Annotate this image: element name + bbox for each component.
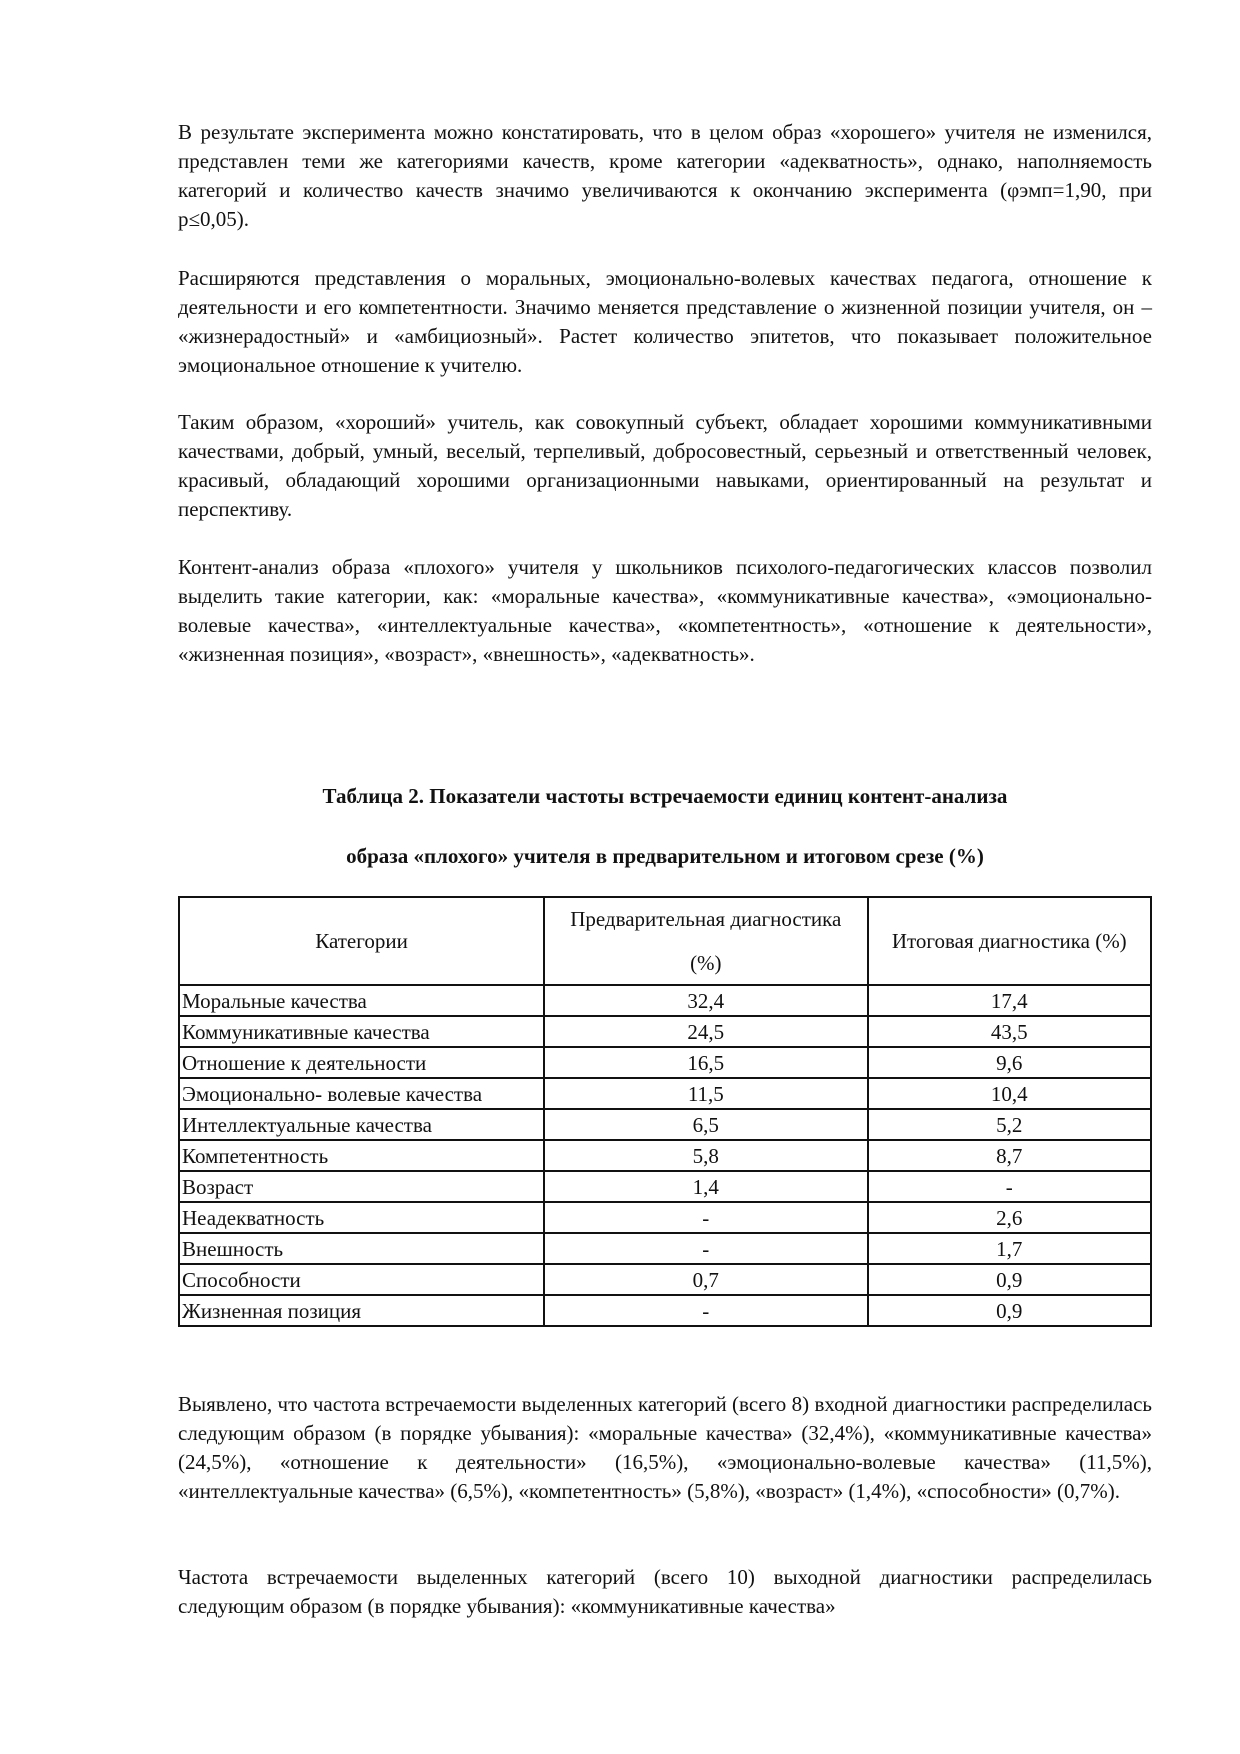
table-row bbox=[179, 1109, 1151, 1140]
row-pre-value: - bbox=[544, 1295, 867, 1326]
row-pre-value: 5,8 bbox=[544, 1140, 867, 1171]
table-row bbox=[179, 1016, 1151, 1047]
row-category: Внешность bbox=[179, 1233, 544, 1264]
table-row bbox=[179, 1078, 1151, 1109]
table-row bbox=[179, 1047, 1151, 1078]
paragraph-representations: Расширяются представления о моральных, эмоционально-волевых качествах педагога, отношение к деятельности и его компетентности. Значимо меняется представление о жизненной позиции учителя, он – «жизнерадостный» и «амбициозный». Растет количество эпитетов, что показывает положительное эмоциональное отношение к учителю. bbox=[178, 266, 1152, 377]
row-post-value: 10,4 bbox=[868, 1078, 1151, 1109]
row-post-value: - bbox=[868, 1171, 1151, 1202]
row-post-value: 5,2 bbox=[868, 1109, 1151, 1140]
row-category: Способности bbox=[179, 1264, 544, 1295]
row-pre-value: 32,4 bbox=[544, 985, 867, 1016]
row-pre-value: 0,7 bbox=[544, 1264, 867, 1295]
row-category: Жизненная позиция bbox=[179, 1295, 544, 1326]
table-row bbox=[179, 1264, 1151, 1295]
row-post-value: 8,7 bbox=[868, 1140, 1151, 1171]
row-pre-value: 16,5 bbox=[544, 1047, 867, 1078]
header-preliminary-line1: Предварительная диагностика bbox=[570, 907, 842, 931]
table-caption-line1: Таблица 2. Показатели частоты встречаемости единиц контент-анализа bbox=[322, 784, 1008, 808]
row-post-value: 43,5 bbox=[868, 1016, 1151, 1047]
row-pre-value: - bbox=[544, 1202, 867, 1233]
frequency-table bbox=[178, 896, 1152, 1327]
row-post-value: 9,6 bbox=[868, 1047, 1151, 1078]
table-row bbox=[179, 1140, 1151, 1171]
header-preliminary bbox=[544, 897, 867, 985]
row-post-value: 17,4 bbox=[868, 985, 1151, 1016]
table-row bbox=[179, 985, 1151, 1016]
table-row bbox=[179, 1295, 1151, 1326]
paragraph-experiment-result: В результате эксперимента можно констатировать, что в целом образ «хорошего» учителя не изменился, представлен теми же категориями качеств, кроме категории «адекватность», однако, наполняемость категорий и количество качеств значимо увеличиваются к окончанию эксперимента (φэмп=1,90, при p≤0,05). bbox=[178, 120, 1152, 231]
row-category: Коммуникативные качества bbox=[179, 1016, 544, 1047]
paragraph-output-diagnostics: Частота встречаемости выделенных категорий (всего 10) выходной диагностики распределилась следующим образом (в порядке убывания): «коммуникативные качества» bbox=[178, 1565, 1152, 1618]
table-header-row bbox=[179, 897, 1151, 985]
row-pre-value: 24,5 bbox=[544, 1016, 867, 1047]
row-pre-value: 11,5 bbox=[544, 1078, 867, 1109]
row-pre-value: - bbox=[544, 1233, 867, 1264]
row-category: Интеллектуальные качества bbox=[179, 1109, 544, 1140]
paragraph-good-teacher-summary: Таким образом, «хороший» учитель, как совокупный субъект, обладает хорошими коммуникативными качествами, добрый, умный, веселый, терпеливый, добросовестный, серьезный и ответственный человек, красивый, обладающий хорошими организационными навыками, ориентированный на результат и перспективу. bbox=[178, 410, 1152, 521]
row-post-value: 0,9 bbox=[868, 1264, 1151, 1295]
paragraph-input-diagnostics: Выявлено, что частота встречаемости выделенных категорий (всего 8) входной диагностики распределилась следующим образом (в порядке убывания): «моральные качества» (32,4%), «коммуникативные качества» (24,5%), «отношение к деятельности» (16,5%), «эмоционально-волевые качества» (11,5%), «интеллектуальные качества» (6,5%), «компетентность» (5,8%), «возраст» (1,4%), «способности» (0,7%). bbox=[178, 1392, 1152, 1503]
row-category: Неадекватность bbox=[179, 1202, 544, 1233]
paragraph-bad-teacher-analysis: Контент-анализ образа «плохого» учителя у школьников психолого-педагогических классов позволил выделить такие категории, как: «моральные качества», «коммуникативные качества», «эмоционально-волевые качества», «интеллектуальные качества», «компетентность», «отношение к деятельности», «жизненная позиция», «возраст», «внешность», «адекватность». bbox=[178, 555, 1152, 666]
row-category: Эмоционально- волевые качества bbox=[179, 1078, 544, 1109]
table-row bbox=[179, 1233, 1151, 1264]
row-category: Возраст bbox=[179, 1171, 544, 1202]
header-categories: Категории bbox=[179, 897, 544, 985]
row-pre-value: 6,5 bbox=[544, 1109, 867, 1140]
row-pre-value: 1,4 bbox=[544, 1171, 867, 1202]
row-post-value: 0,9 bbox=[868, 1295, 1151, 1326]
row-category: Моральные качества bbox=[179, 985, 544, 1016]
header-preliminary-line2: (%) bbox=[690, 951, 722, 975]
header-final: Итоговая диагностика (%) bbox=[868, 897, 1151, 985]
row-category: Отношение к деятельности bbox=[179, 1047, 544, 1078]
table-row bbox=[179, 1171, 1151, 1202]
row-post-value: 1,7 bbox=[868, 1233, 1151, 1264]
table-row bbox=[179, 1202, 1151, 1233]
row-post-value: 2,6 bbox=[868, 1202, 1151, 1233]
table-caption-line2: образа «плохого» учителя в предварительном и итоговом срезе (%) bbox=[346, 844, 984, 868]
row-category: Компетентность bbox=[179, 1140, 544, 1171]
